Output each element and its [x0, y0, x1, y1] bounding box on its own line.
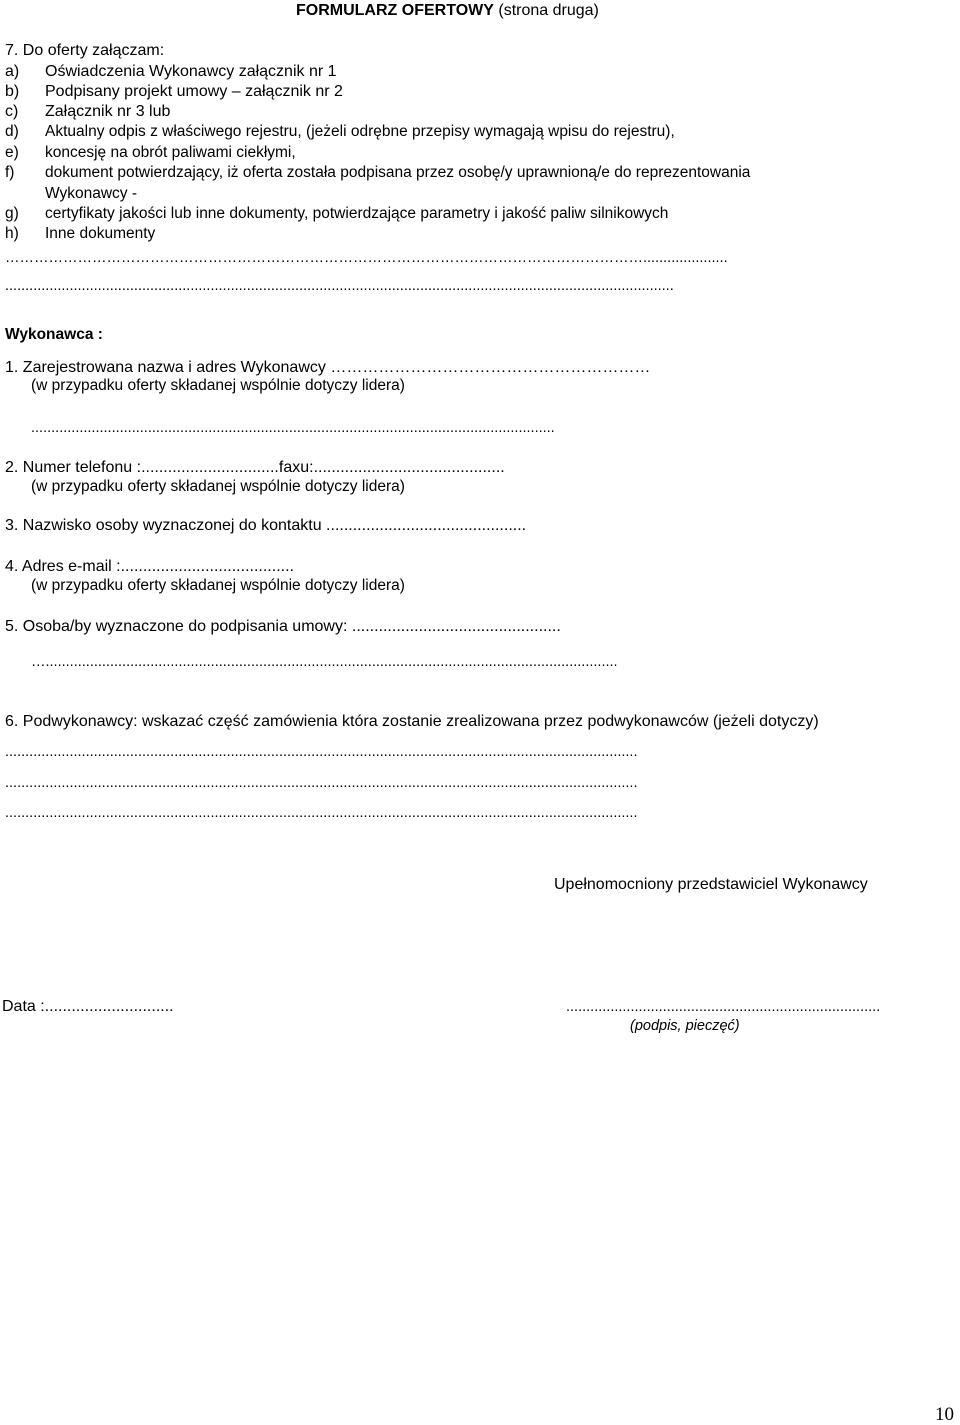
lead-partner-note: (w przypadku oferty składanej wspólnie dotyczy lidera) [31, 377, 405, 394]
list-item-h [5, 226, 155, 242]
list-item-text: dokument potwierdzający, iż oferta została podpisana przez osobę/y uprawnioną/e do reprezentowania [45, 164, 751, 181]
list-item-text: Podpisany projekt umowy – załącznik nr 2 [45, 83, 343, 100]
lead-partner-note: (w przypadku oferty składanej wspólnie dotyczy lidera) [31, 577, 405, 594]
list-item-text: Inne dokumenty [45, 225, 156, 242]
list-item-letter: f) [5, 164, 15, 181]
fill-in-line[interactable]: ...................................................................................................................................................................... [5, 279, 674, 294]
email-field[interactable]: 4. Adres e-mail :....................................... [5, 558, 294, 575]
fill-in-line[interactable]: ……………………………………………………………………………………………………………………..................... [5, 251, 728, 266]
list-item-e [5, 145, 296, 161]
list-item-letter: g) [5, 205, 19, 222]
signature-field[interactable]: .............................................................................. [566, 1000, 881, 1015]
list-item-c [5, 104, 170, 120]
list-item-letter: a) [5, 63, 20, 80]
list-item-letter: h) [5, 225, 19, 242]
list-item-b [5, 84, 343, 100]
list-item-text: Aktualny odpis z właściwego rejestru, (jeżeli odrębne przepisy wymagają wpisu do rejestru), [45, 123, 675, 140]
list-item-text: koncesję na obrót paliwami ciekłymi, [45, 144, 296, 161]
list-item-f-continued [5, 186, 137, 202]
fill-in-line[interactable]: ............................................................................................................................................................. [5, 745, 638, 760]
attachments-heading: 7. Do oferty załączam: [5, 42, 165, 59]
contractor-name-field[interactable]: 1. Zarejestrowana nazwa i adres Wykonawcy …………………………………………………… [5, 360, 651, 376]
list-item-f [5, 165, 750, 181]
list-item-text: Oświadczenia Wykonawcy załącznik nr 1 [45, 63, 337, 80]
fill-in-line[interactable]: ............................................................................................................................................................. [5, 806, 638, 821]
lead-partner-note: (w przypadku oferty składanej wspólnie dotyczy lidera) [31, 478, 405, 495]
list-item-letter: b) [5, 83, 20, 100]
list-item-letter: d) [5, 123, 19, 140]
fill-in-line[interactable]: ............................................................................................................................................................. [5, 776, 638, 791]
subcontractors-field: 6. Podwykonawcy: wskazać część zamówienia która zostanie zrealizowana przez podwykonawców (jeżeli dotyczy) [5, 713, 819, 730]
signatory-field[interactable]: 5. Osoba/by wyznaczone do podpisania umowy: ............................................... [5, 619, 561, 635]
list-item-letter: c) [5, 103, 19, 120]
form-title: FORMULARZ OFERTOWY [296, 2, 494, 19]
phone-fax-field[interactable]: 2. Numer telefonu :...............................faxu:........................................... [5, 459, 505, 476]
list-item-a [5, 64, 337, 80]
page-number: 10 [935, 1404, 954, 1425]
list-item-text: certyfikaty jakości lub inne dokumenty, potwierdzające parametry i jakość paliw silnikowych [45, 205, 669, 222]
contractor-heading: Wykonawca : [5, 326, 103, 343]
list-item-text: Załącznik nr 3 lub [45, 103, 171, 120]
page-title [296, 3, 599, 19]
list-item-d [5, 124, 675, 140]
contact-person-field[interactable]: 3. Nazwisko osoby wyznaczonej do kontaktu ............................................. [5, 517, 527, 534]
fill-in-line[interactable]: .................................................................................................................................. [31, 421, 555, 436]
list-item-g [5, 206, 668, 222]
form-subtitle: (strona druga) [498, 2, 599, 19]
date-field[interactable]: Data :............................. [2, 998, 174, 1015]
representative-label: Upełnomocniony przedstawiciel Wykonawcy [554, 876, 868, 893]
fill-in-line[interactable]: ….............................................................................................................................................. [31, 655, 618, 670]
list-item-letter: e) [5, 144, 19, 161]
signature-note: (podpis, pieczęć) [630, 1018, 740, 1034]
list-item-text: Wykonawcy - [45, 185, 138, 202]
